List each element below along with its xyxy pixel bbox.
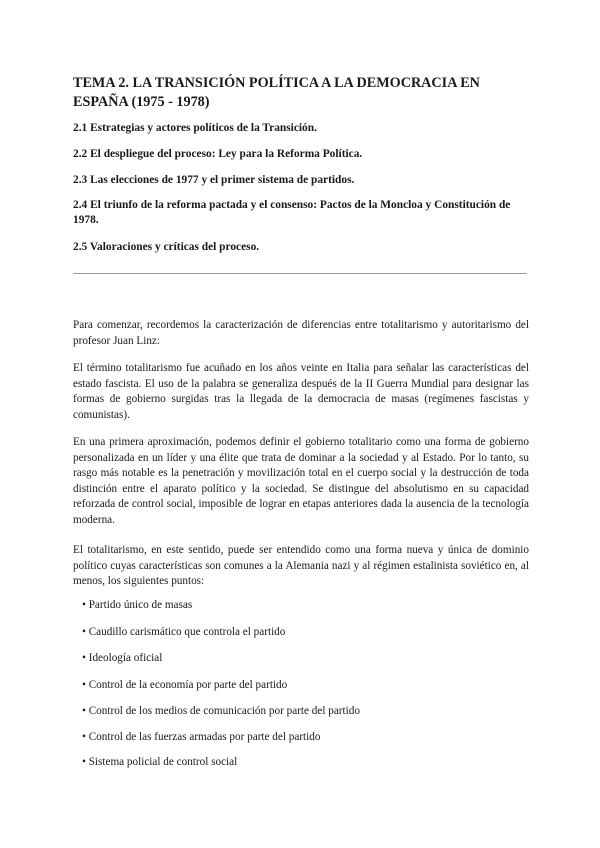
list-item: • Partido único de masas [82, 599, 193, 611]
list-item: • Caudillo carismático que controla el partido [82, 626, 286, 638]
list-item: • Ideología oficial [82, 652, 163, 664]
paragraph-intro: Para comenzar, recordemos la caracterización de diferencias entre totalitarismo y autoritarismo del profesor Juan Linz: [73, 319, 529, 347]
horizontal-divider [73, 273, 527, 274]
section-heading-2-1: 2.1 Estrategias y actores políticos de la Transición. [73, 122, 317, 134]
paragraph-totalitarismo-origen: El término totalitarismo fue acuñado en los años veinte en Italia para señalar las características del estado fascista. El uso de la palabra se generaliza después de la II Guerra Mundial para designar las formas de gobierno surgidas tras la llegada de la democracia de masas (regímenes fascistas y comunistas). [73, 362, 529, 421]
section-heading-2-3: 2.3 Las elecciones de 1977 y el primer sistema de partidos. [73, 174, 355, 186]
section-heading-2-4: 2.4 El triunfo de la reforma pactada y el consenso: Pactos de la Moncloa y Constitución de 1978. [73, 199, 511, 226]
section-heading-2-2: 2.2 El despliegue del proceso: Ley para la Reforma Política. [73, 148, 363, 160]
paragraph-rasgos-comunes: El totalitarismo, en este sentido, puede ser entendido como una forma nueva y única de dominio político cuyas características son comunes a la Alemania nazi y al régimen estalinista soviético en, al menos, los siguientes puntos: [73, 544, 529, 588]
list-item: • Sistema policial de control social [82, 756, 238, 768]
section-heading-2-5: 2.5 Valoraciones y críticas del proceso. [73, 241, 260, 253]
document-title: TEMA 2. LA TRANSICIÓN POLÍTICA A LA DEMOCRACIA EN ESPAÑA (1975 - 1978) [73, 75, 480, 110]
list-item: • Control de los medios de comunicación por parte del partido [82, 705, 360, 717]
list-item: • Control de las fuerzas armadas por parte del partido [82, 731, 321, 743]
list-item: • Control de la economía por parte del partido [82, 679, 288, 691]
paragraph-definicion: En una primera aproximación, podemos definir el gobierno totalitario como una forma de gobierno personalizada en un líder y una élite que trata de dominar a la sociedad y al Estado. Por lo tanto, su rasgo más notable es la penetración y movilización total en el cuerpo social y la destrucción de toda distinción entre el aparato político y la sociedad. Se distingue del absolutismo en su capacidad reforzada de control social, imposible de lograr en etapas anteriores dada la ausencia de la tecnología moderna. [73, 436, 529, 526]
